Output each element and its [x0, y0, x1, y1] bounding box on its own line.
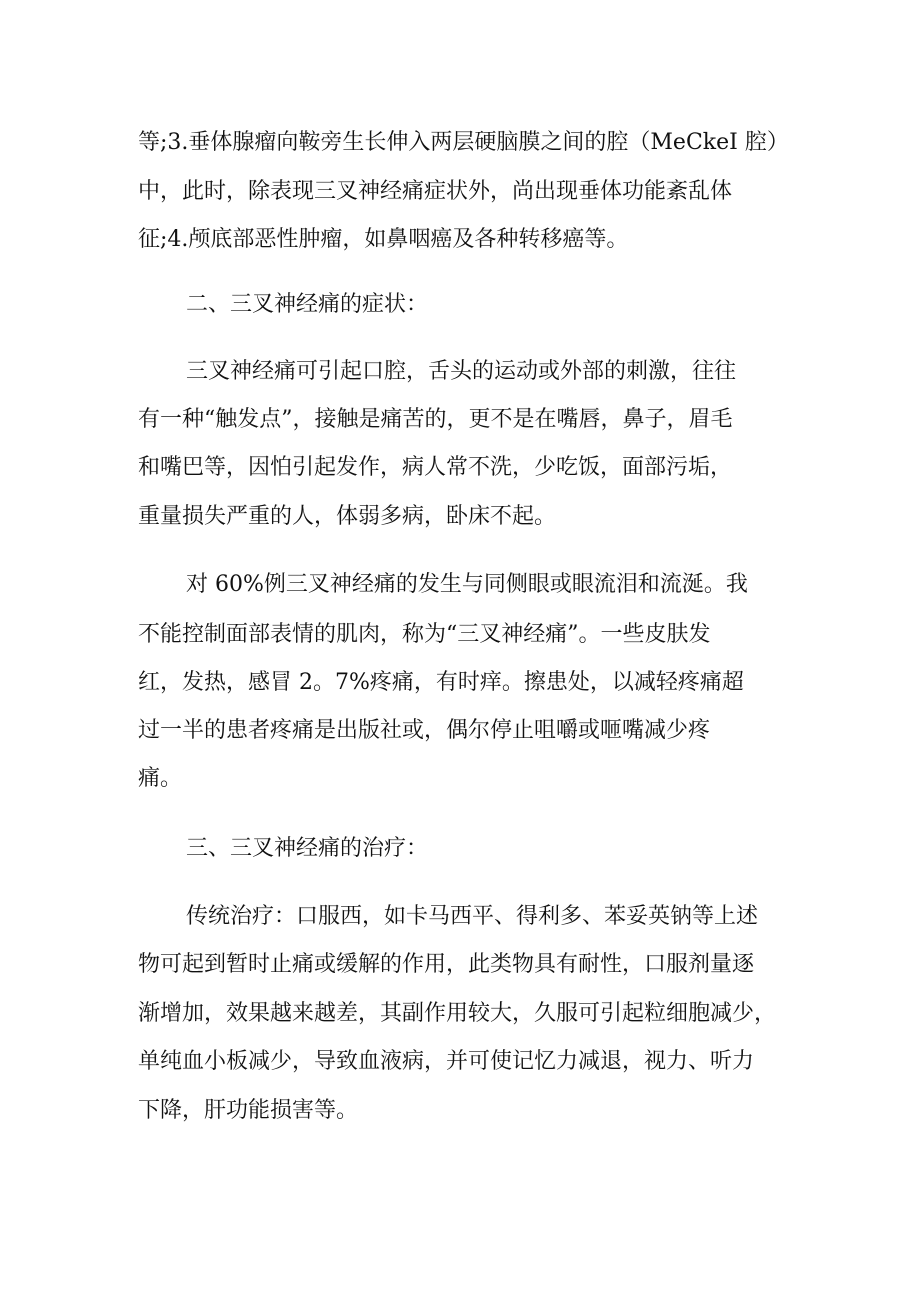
- text-line: 和嘴巴等，因怕引起发作，病人常不洗，少吃饭，面部污垢，: [138, 455, 733, 480]
- text-line: 等;3.垂体腺瘤向鞍旁生长伸入两层硬脑膜之间的腔（MeCkeI 腔）: [138, 130, 789, 155]
- section-heading: 三、三叉神经痛的治疗：: [186, 836, 429, 861]
- text-line: 传统治疗：口服西，如卡马西平、得利多、苯妥英钠等上述: [186, 904, 759, 929]
- text-line: 红，发热，感冒 2。7%疼痛，有时痒。擦患处，以减轻疼痛超: [138, 670, 744, 695]
- text-line: 对 60%例三叉神经痛的发生与同侧眼或眼流泪和流涎。我: [186, 572, 748, 597]
- text-line: 过一半的患者疼痛是出版社或，偶尔停止咀嚼或咂嘴减少疼: [138, 718, 711, 743]
- text-line: 重量损失严重的人，体弱多病，卧床不起。: [138, 504, 557, 529]
- text-line: 中，此时，除表现三叉神经痛症状外，尚出现垂体功能紊乱体: [138, 179, 733, 204]
- text-line: 物可起到暂时止痛或缓解的作用，此类物具有耐性，口服剂量逐: [138, 952, 755, 977]
- text-line: 下降，肝功能损害等。: [138, 1098, 359, 1123]
- text-line: 单纯血小板减少，导致血液病，并可使记忆力减退，视力、听力: [138, 1049, 755, 1074]
- text-line: 有一种“触发点”，接触是痛苦的，更不是在嘴唇，鼻子，眉毛: [138, 407, 733, 432]
- text-line: 不能控制面部表情的肌肉，称为“三叉神经痛”。一些皮肤发: [138, 622, 711, 647]
- text-line: 征;4.颅底部恶性肿瘤，如鼻咽癌及各种转移癌等。: [138, 227, 629, 252]
- text-line: 痛。: [138, 766, 183, 791]
- text-line: 渐增加，效果越来越差，其副作用较大，久服可引起粒细胞减少，: [138, 1001, 777, 1026]
- text-line: 三叉神经痛可引起口腔，舌头的运动或外部的刺激，往往: [186, 359, 737, 384]
- section-heading: 二、三叉神经痛的症状：: [186, 292, 429, 317]
